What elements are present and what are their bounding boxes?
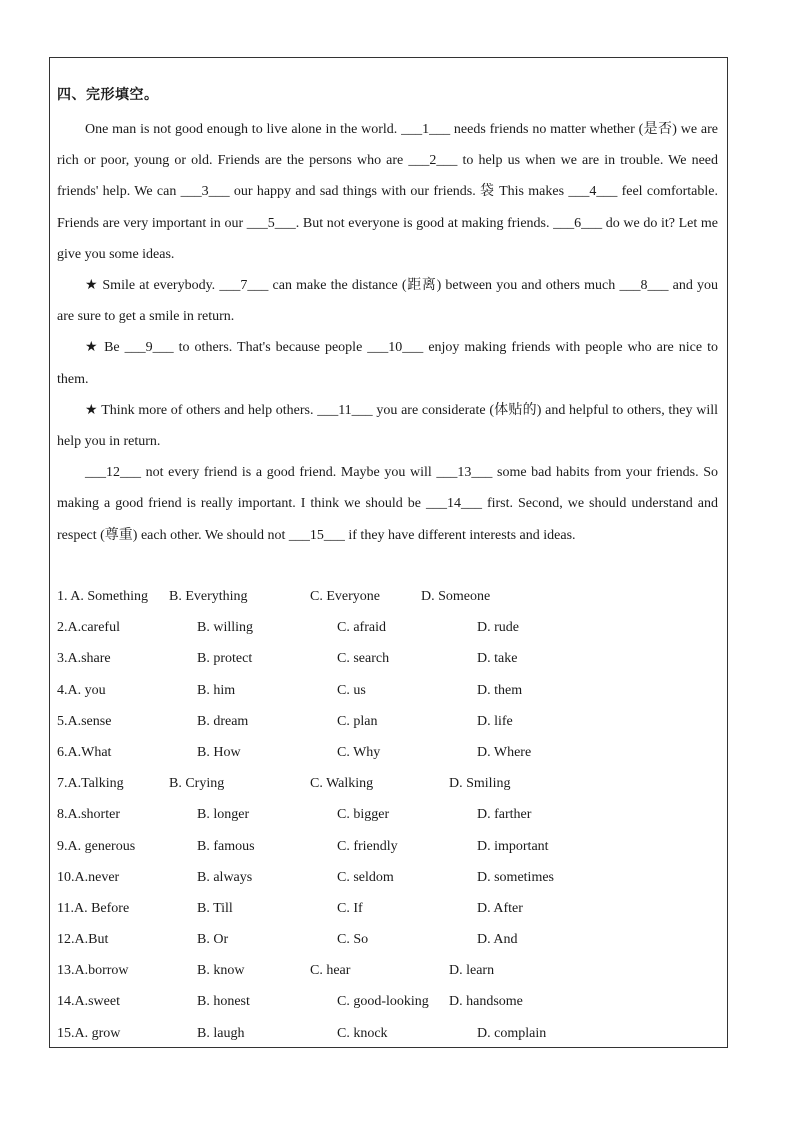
option-d: D. Where [477,744,532,760]
option-a: 7.A.Talking [57,776,124,792]
option-a: 11.A. Before [57,900,130,916]
option-a: 14.A.sweet [57,994,120,1010]
option-c: C. us [337,682,366,698]
option-b: B. famous [197,838,255,854]
option-a: 6.A.What [57,744,112,760]
option-c: C. search [337,651,390,667]
option-d: D. life [477,713,513,729]
option-b: B. Everything [169,589,248,604]
option-b: B. Till [197,900,233,916]
option-d: D. handsome [449,994,523,1010]
option-c: C. friendly [337,838,398,854]
option-c: C. So [337,932,369,948]
option-c: C. hear [310,963,351,979]
section-title: 四、完形填空。 [57,87,159,103]
option-b: B. always [197,869,253,885]
option-b: B. laugh [197,1025,245,1041]
option-b: B. know [197,963,245,979]
option-c: C. Why [337,744,381,760]
option-b: B. honest [197,994,250,1010]
passage-paragraph: ★ Think more of others and help others. ___11___ you are considerate (体贴的) and helpful to others, they will help you in return. [57,402,718,450]
option-d: D. Smiling [449,776,511,792]
question-row [57,834,727,865]
option-c: C. bigger [337,807,390,823]
passage-paragraph: ★ Be ___9___ to others. That's because people ___10___ enjoy making friends with people who are nice to them. [57,340,718,387]
option-a: 8.A.shorter [57,807,120,823]
option-d: D. Someone [421,589,491,604]
question-row [57,584,727,615]
question-row [57,927,727,958]
option-b: B. dream [197,713,249,729]
question-row [57,1021,727,1052]
question-row [57,709,727,740]
option-c: C. afraid [337,620,386,636]
question-row [57,615,727,646]
question-row [57,771,727,802]
option-b: B. Crying [169,776,225,792]
option-c: C. knock [337,1025,388,1041]
option-d: D. farther [477,807,532,823]
option-b: B. willing [197,620,254,636]
option-a: 12.A.But [57,932,109,948]
option-a: 9.A. generous [57,838,136,854]
option-b: B. protect [197,651,253,667]
cloze-passage [57,114,718,551]
question-row [57,896,727,927]
option-a: 3.A.share [57,651,111,667]
option-d: D. learn [449,963,495,979]
option-b: B. longer [197,807,250,823]
option-d: D. And [477,932,518,948]
option-d: D. complain [477,1025,547,1041]
option-a: 5.A.sense [57,713,112,729]
option-b: B. Or [197,932,229,948]
option-d: D. them [477,682,523,698]
question-row [57,646,727,677]
passage-paragraph: ★ Smile at everybody. ___7___ can make the distance (距离) between you and others much ___8___ and you are sure to get a smile in return. [57,278,718,325]
option-d: D. rude [477,620,519,636]
option-c: C. Walking [310,776,374,792]
option-d: D. sometimes [477,869,554,885]
option-a: 15.A. grow [57,1025,121,1041]
option-c: C. Everyone [310,589,380,604]
passage-paragraph: ___12___ not every friend is a good friend. Maybe you will ___13___ some bad habits from your friends. So making a good friend is really important. I think we should be ___14___ first. Second, we should understand and respect (尊重) each other. We should not ___15___ if they have different interests and ideas. [57,465,718,543]
question-row [57,989,727,1020]
option-c: C. good-looking [337,994,429,1010]
option-a: 1. A. Something [57,589,149,604]
option-d: D. take [477,651,518,667]
option-c: C. If [337,900,363,916]
option-c: C. seldom [337,869,394,885]
answer-options [57,584,727,1052]
option-a: 2.A.careful [57,620,120,636]
question-row [57,865,727,896]
option-a: 4.A. you [57,682,106,698]
option-b: B. How [197,744,241,760]
question-row [57,678,727,709]
option-c: C. plan [337,713,378,729]
option-d: D. After [477,900,523,916]
option-d: D. important [477,838,549,854]
option-a: 13.A.borrow [57,963,129,979]
question-row [57,802,727,833]
question-row [57,740,727,771]
question-row [57,958,727,989]
option-b: B. him [197,682,236,698]
passage-paragraph: One man is not good enough to live alone in the world. ___1___ needs friends no matter whether (是否) we are rich or poor, young or old. Friends are the persons who are ___2___ to help us when we are in trouble. We need friends' help. We can ___3___ our happy and sad things with our friends. 袋 This makes ___4___ feel comfortable. Friends are very important in our ___5___. But not everyone is good at making friends. ___6___ do we do it? Let me give you some ideas. [57,122,718,262]
option-a: 10.A.never [57,869,120,885]
